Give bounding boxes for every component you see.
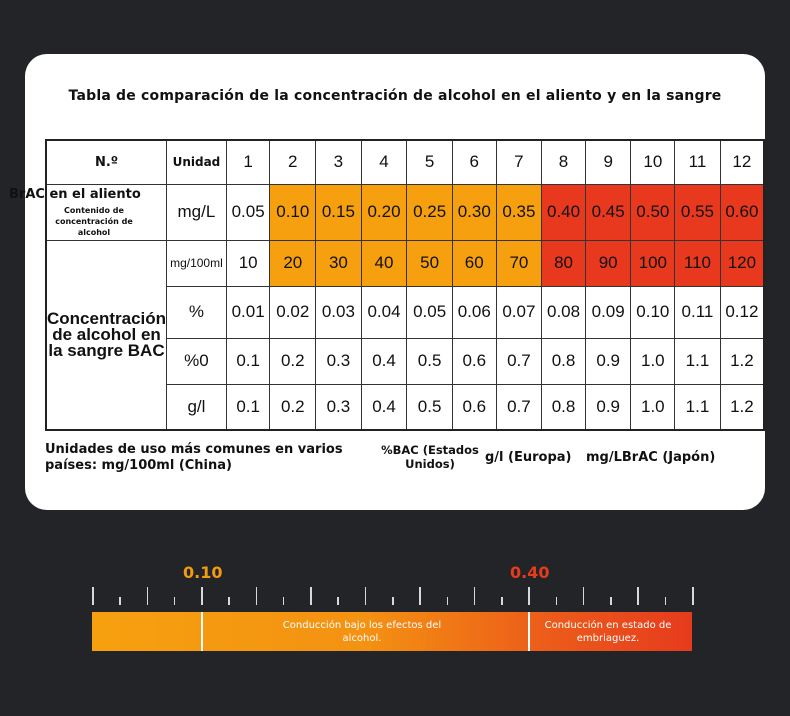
value-cell: 110: [675, 240, 721, 286]
col-header: 10: [631, 140, 675, 184]
value-cell: 80: [542, 240, 586, 286]
col-header: 11: [675, 140, 721, 184]
value-cell: 0.55: [675, 184, 721, 240]
comparison-card: [9, 54, 765, 510]
value-cell: 0.6: [452, 338, 496, 384]
value-cell: 0.11: [675, 286, 721, 338]
ruler-tick: [201, 587, 203, 605]
footer-bac-usa: %BAC (Estados Unidos): [381, 443, 479, 471]
col-header: 5: [407, 140, 453, 184]
ruler-tick: [392, 597, 394, 605]
ruler-tick: [337, 597, 339, 605]
ruler-tick: [637, 587, 639, 605]
ruler-tick: [310, 587, 312, 605]
value-cell: 0.02: [270, 286, 316, 338]
value-cell: 1.0: [631, 384, 675, 430]
ruler-tick: [447, 597, 449, 605]
row-unit: %0: [167, 338, 227, 384]
value-cell: 0.2: [270, 384, 316, 430]
value-cell: 0.10: [631, 286, 675, 338]
divider-low: [201, 612, 203, 651]
value-cell: 0.10: [270, 184, 316, 240]
ruler-tick: [174, 597, 176, 605]
value-cell: 70: [496, 240, 542, 286]
col-header: 2: [270, 140, 316, 184]
value-cell: 0.07: [496, 286, 542, 338]
value-cell: 0.4: [361, 384, 407, 430]
value-cell: 50: [407, 240, 453, 286]
scale-ruler: [92, 585, 694, 605]
value-cell: 0.09: [585, 286, 631, 338]
value-cell: 120: [720, 240, 764, 286]
row-unit: mg/L: [167, 184, 227, 240]
ruler-tick: [583, 587, 585, 605]
ruler-tick: [92, 587, 94, 605]
value-cell: 1.1: [675, 338, 721, 384]
divider-high: [528, 612, 530, 651]
value-cell: 0.8: [542, 384, 586, 430]
ruler-tick: [419, 587, 421, 605]
row-unit: g/l: [167, 384, 227, 430]
value-cell: 60: [452, 240, 496, 286]
value-cell: 1.2: [720, 338, 764, 384]
ruler-tick: [228, 597, 230, 605]
ruler-tick: [365, 587, 367, 605]
value-cell: 0.8: [542, 338, 586, 384]
value-cell: 0.1: [226, 384, 270, 430]
ruler-tick: [283, 597, 285, 605]
value-cell: 1.0: [631, 338, 675, 384]
value-cell: 0.3: [316, 384, 362, 430]
value-cell: 0.9: [585, 338, 631, 384]
col-header: 8: [542, 140, 586, 184]
header-row: [46, 140, 764, 184]
footer-japan: mg/LBrAC (Japón): [586, 450, 716, 465]
footer-common-units: Unidades de uso más comunes en varios países: mg/100ml (China): [45, 442, 343, 473]
value-cell: 0.25: [407, 184, 453, 240]
col-header: 7: [496, 140, 542, 184]
header-unit: Unidad: [167, 140, 227, 184]
value-cell: 0.35: [496, 184, 542, 240]
threshold-high-label: 0.40: [510, 563, 550, 582]
value-cell: 0.04: [361, 286, 407, 338]
col-header: 9: [585, 140, 631, 184]
col-header: 4: [361, 140, 407, 184]
comparison-table: [9, 139, 765, 431]
col-header: 12: [720, 140, 764, 184]
value-cell: 0.40: [542, 184, 586, 240]
value-cell: 0.9: [585, 384, 631, 430]
value-cell: 0.01: [226, 286, 270, 338]
value-cell: 0.06: [452, 286, 496, 338]
value-cell: 20: [270, 240, 316, 286]
segment-drunk-influence-label: Conducción bajo los efectos del alcohol.: [282, 620, 442, 644]
value-cell: 0.05: [407, 286, 453, 338]
brac-sublabel: Contenido de concentración de alcohol: [55, 205, 133, 237]
value-cell: 0.30: [452, 184, 496, 240]
value-cell: 0.60: [720, 184, 764, 240]
scale-bar: [92, 612, 692, 651]
value-cell: 0.50: [631, 184, 675, 240]
value-cell: 10: [226, 240, 270, 286]
value-cell: 0.7: [496, 338, 542, 384]
value-cell: 90: [585, 240, 631, 286]
value-cell: 1.2: [720, 384, 764, 430]
ruler-tick: [528, 587, 530, 605]
ruler-tick: [692, 587, 694, 605]
threshold-low-label: 0.10: [183, 563, 223, 582]
brac-label-cell: [9, 184, 167, 240]
value-cell: 0.4: [361, 338, 407, 384]
value-cell: 0.6: [452, 384, 496, 430]
ruler-tick: [119, 597, 121, 605]
ruler-tick: [501, 597, 503, 605]
value-cell: 0.2: [270, 338, 316, 384]
row-unit: %: [167, 286, 227, 338]
bac-row-mg100ml: [46, 240, 764, 286]
brac-label: BrAC en el aliento: [9, 186, 141, 202]
value-cell: 0.5: [407, 338, 453, 384]
value-cell: 0.15: [316, 184, 362, 240]
value-cell: 0.7: [496, 384, 542, 430]
value-cell: 0.20: [361, 184, 407, 240]
value-cell: 0.3: [316, 338, 362, 384]
value-cell: 0.08: [542, 286, 586, 338]
ruler-tick: [665, 597, 667, 605]
ruler-tick: [256, 587, 258, 605]
col-header: 1: [226, 140, 270, 184]
footer-europe: g/l (Europa): [485, 450, 572, 465]
value-cell: 100: [631, 240, 675, 286]
col-header: 3: [316, 140, 362, 184]
value-cell: 30: [316, 240, 362, 286]
value-cell: 0.1: [226, 338, 270, 384]
value-cell: 1.1: [675, 384, 721, 430]
value-cell: 0.5: [407, 384, 453, 430]
segment-intoxicated-label: Conducción en estado de embriaguez.: [544, 620, 672, 644]
ruler-tick: [474, 587, 476, 605]
value-cell: 0.45: [585, 184, 631, 240]
bac-label: Concentración de alcohol en la sangre BAC: [46, 240, 167, 430]
page-title: Tabla de comparación de la concentración de alcohol en el aliento y en la sangre: [68, 88, 722, 104]
value-cell: 0.03: [316, 286, 362, 338]
value-cell: 0.12: [720, 286, 764, 338]
col-header: 6: [452, 140, 496, 184]
ruler-tick: [147, 587, 149, 605]
brac-row: [46, 184, 764, 240]
ruler-tick: [556, 597, 558, 605]
ruler-tick: [610, 597, 612, 605]
value-cell: 0.05: [226, 184, 270, 240]
header-number: N.º: [46, 140, 167, 184]
row-unit: mg/100ml: [167, 240, 227, 286]
value-cell: 40: [361, 240, 407, 286]
